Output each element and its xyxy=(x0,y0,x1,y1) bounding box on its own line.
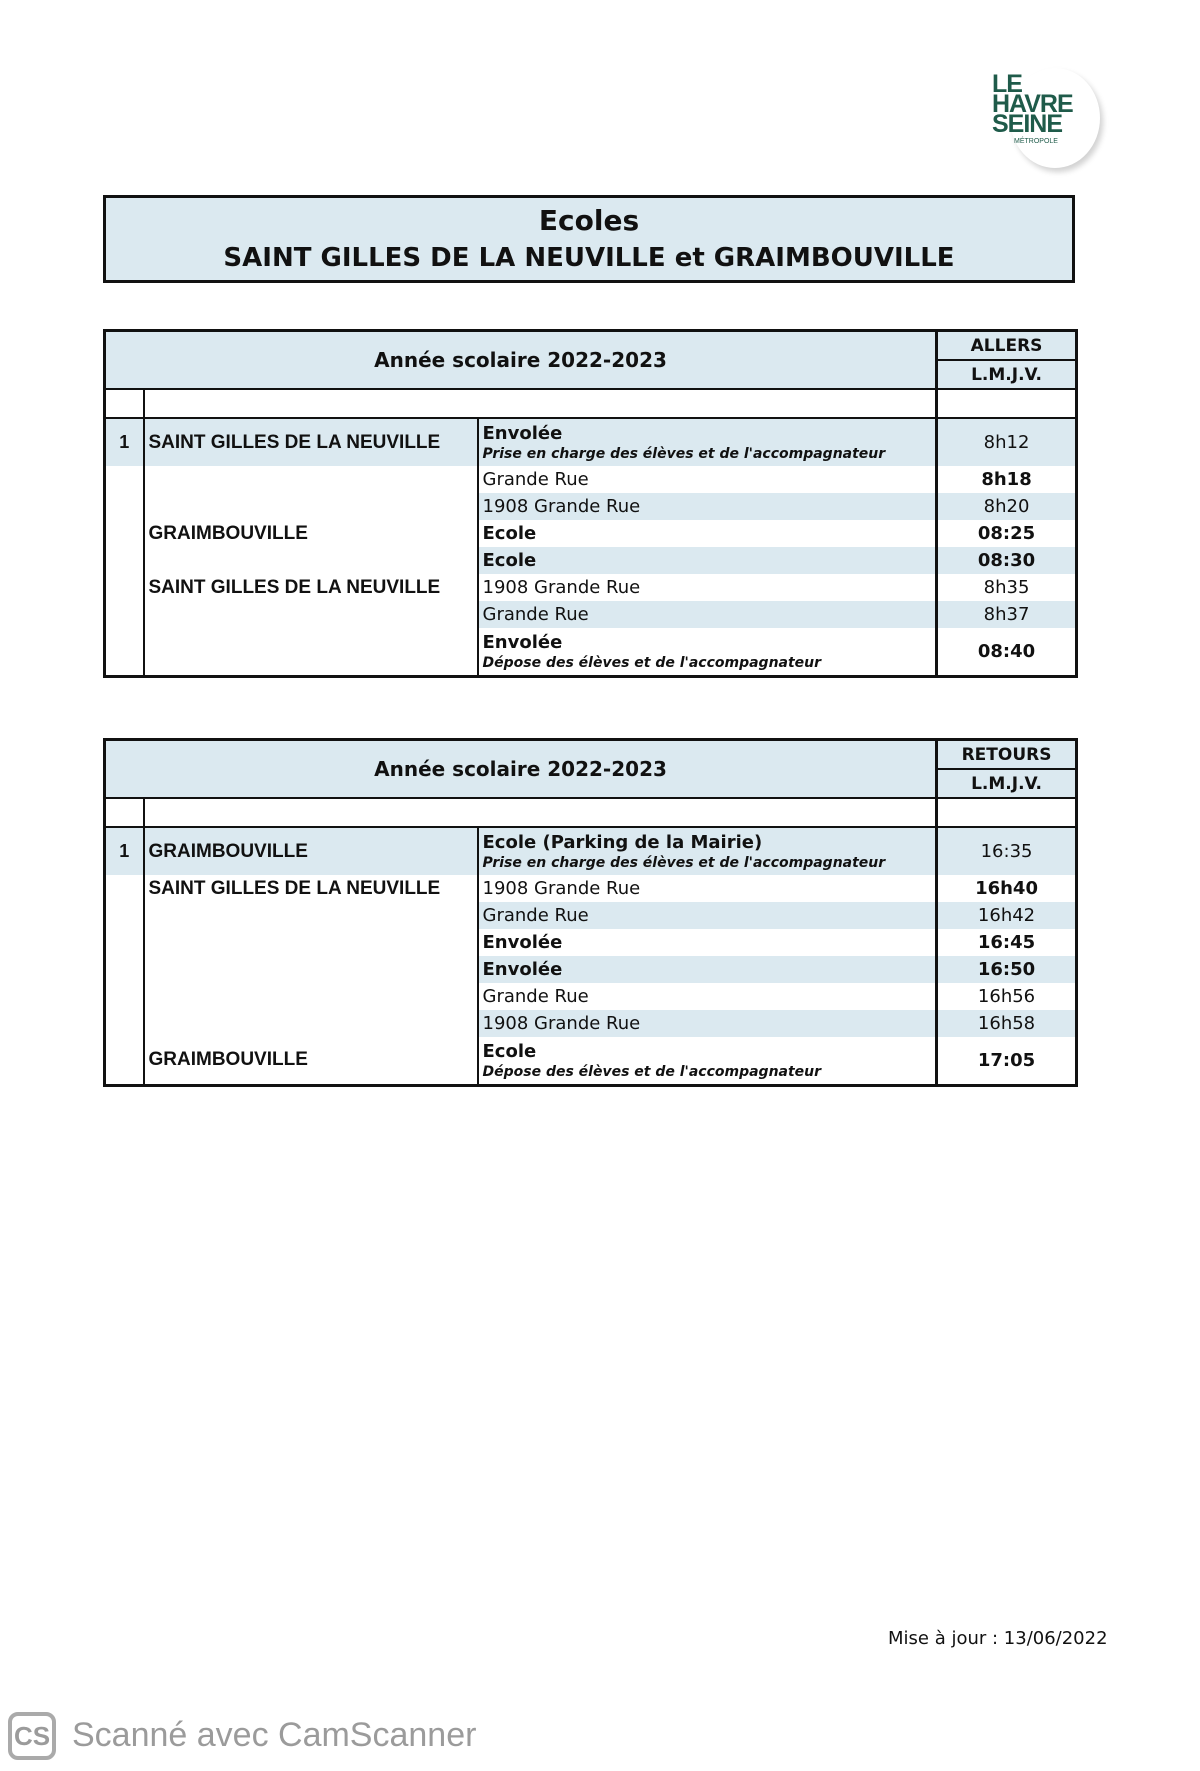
allers-rows xyxy=(105,418,1077,676)
row-number: 1 xyxy=(105,418,144,466)
departure-time: 08:25 xyxy=(937,520,1077,547)
departure-time: 8h20 xyxy=(937,493,1077,520)
table-row xyxy=(105,628,1077,676)
allers-year-header: Année scolaire 2022-2023 xyxy=(105,331,937,390)
stop-cell xyxy=(478,628,937,676)
retours-rows xyxy=(105,827,1077,1085)
allers-days-header: L.M.J.V. xyxy=(937,360,1077,389)
stop-name: Grande Rue xyxy=(482,469,589,490)
stop-cell xyxy=(478,1037,937,1085)
departure-time: 16:35 xyxy=(937,827,1077,875)
table-row xyxy=(105,574,1077,601)
town-name xyxy=(144,466,478,493)
logo-line-1: LE xyxy=(992,70,1022,98)
row-number xyxy=(105,493,144,520)
stop-name: Ecole (Parking de la Mairie) xyxy=(482,832,763,853)
row-number xyxy=(105,574,144,601)
stop-note: Prise en charge des élèves et de l'accompagnateur xyxy=(482,855,886,871)
retours-table xyxy=(103,738,1078,1087)
row-number: 1 xyxy=(105,827,144,875)
retours-year-header: Année scolaire 2022-2023 xyxy=(105,740,937,799)
stop-cell xyxy=(478,902,937,929)
stop-name: 1908 Grande Rue xyxy=(482,496,641,517)
row-number xyxy=(105,929,144,956)
document-title-box xyxy=(103,195,1075,283)
departure-time: 08:30 xyxy=(937,547,1077,574)
title-line-2: SAINT GILLES DE LA NEUVILLE et GRAIMBOUVILLE xyxy=(223,243,955,273)
table-row xyxy=(105,520,1077,547)
logo-line-2: HAVRE xyxy=(992,90,1073,118)
allers-table xyxy=(103,329,1078,678)
town-name: SAINT GILLES DE LA NEUVILLE xyxy=(144,875,478,902)
stop-note: Dépose des élèves et de l'accompagnateur xyxy=(482,1063,822,1080)
table-row xyxy=(105,493,1077,520)
table-row xyxy=(105,929,1077,956)
stop-name: Grande Rue xyxy=(482,905,589,926)
stop-name: Ecole xyxy=(482,523,537,544)
table-row xyxy=(105,601,1077,628)
departure-time: 16:50 xyxy=(937,956,1077,983)
stop-name: Envolée xyxy=(482,631,563,653)
row-number xyxy=(105,1037,144,1085)
table-row xyxy=(105,547,1077,574)
departure-time: 8h35 xyxy=(937,574,1077,601)
town-name: SAINT GILLES DE LA NEUVILLE xyxy=(144,418,478,466)
row-number xyxy=(105,466,144,493)
departure-time: 08:40 xyxy=(937,628,1077,676)
row-number xyxy=(105,902,144,929)
stop-cell xyxy=(478,520,937,547)
town-name xyxy=(144,902,478,929)
departure-time: 8h12 xyxy=(937,418,1077,466)
stop-name: Envolée xyxy=(482,423,563,444)
stop-name: 1908 Grande Rue xyxy=(482,577,641,598)
stop-name: Envolée xyxy=(482,959,563,980)
table-row xyxy=(105,956,1077,983)
row-number xyxy=(105,983,144,1010)
table-row xyxy=(105,983,1077,1010)
departure-time: 8h18 xyxy=(937,466,1077,493)
stop-name: Envolée xyxy=(482,932,563,953)
stop-cell xyxy=(478,466,937,493)
departure-time: 16:45 xyxy=(937,929,1077,956)
logo-subtitle: MÉTROPOLE xyxy=(1014,138,1058,145)
stop-name: 1908 Grande Rue xyxy=(482,878,641,899)
stop-name: Grande Rue xyxy=(482,986,589,1007)
retours-days-header: L.M.J.V. xyxy=(937,769,1077,798)
table-row xyxy=(105,466,1077,493)
stop-name: Ecole xyxy=(482,1040,537,1062)
stop-name: 1908 Grande Rue xyxy=(482,1013,641,1034)
departure-time: 16h56 xyxy=(937,983,1077,1010)
stop-cell xyxy=(478,418,937,466)
row-number xyxy=(105,520,144,547)
table-row xyxy=(105,902,1077,929)
row-number xyxy=(105,628,144,676)
stop-note: Prise en charge des élèves et de l'accompagnateur xyxy=(482,446,886,462)
row-number xyxy=(105,956,144,983)
row-number xyxy=(105,547,144,574)
departure-time: 17:05 xyxy=(937,1037,1077,1085)
title-line-1: Ecoles xyxy=(538,204,640,237)
town-name xyxy=(144,956,478,983)
town-name xyxy=(144,628,478,676)
table-row xyxy=(105,1037,1077,1085)
town-name: GRAIMBOUVILLE xyxy=(144,520,478,547)
town-name xyxy=(144,547,478,574)
table-row xyxy=(105,827,1077,875)
stop-cell xyxy=(478,493,937,520)
town-name xyxy=(144,1010,478,1037)
stop-cell xyxy=(478,929,937,956)
departure-time: 16h40 xyxy=(937,875,1077,902)
row-number xyxy=(105,601,144,628)
stop-name: Ecole xyxy=(482,550,537,571)
row-number xyxy=(105,1010,144,1037)
town-name xyxy=(144,983,478,1010)
stop-cell xyxy=(478,601,937,628)
town-name xyxy=(144,493,478,520)
town-name xyxy=(144,929,478,956)
allers-direction-header: ALLERS xyxy=(937,331,1077,361)
town-name: SAINT GILLES DE LA NEUVILLE xyxy=(144,574,478,601)
town-name xyxy=(144,601,478,628)
table-row xyxy=(105,1010,1077,1037)
stop-cell xyxy=(478,574,937,601)
stop-name: Grande Rue xyxy=(482,604,589,625)
camscanner-icon: CS xyxy=(8,1712,56,1760)
table-row xyxy=(105,875,1077,902)
stop-note: Dépose des élèves et de l'accompagnateur xyxy=(482,654,822,671)
stop-cell xyxy=(478,1010,937,1037)
departure-time: 16h58 xyxy=(937,1010,1077,1037)
departure-time: 8h37 xyxy=(937,601,1077,628)
stop-cell xyxy=(478,983,937,1010)
row-number xyxy=(105,875,144,902)
stop-cell xyxy=(478,956,937,983)
retours-direction-header: RETOURS xyxy=(937,740,1077,770)
camscanner-text: Scanné avec CamScanner xyxy=(72,1716,477,1754)
town-name: GRAIMBOUVILLE xyxy=(144,827,478,875)
stop-cell xyxy=(478,875,937,902)
le-havre-seine-logo xyxy=(982,68,1100,172)
update-date: Mise à jour : 13/06/2022 xyxy=(888,1628,1108,1649)
table-row xyxy=(105,418,1077,466)
logo-line-3: SEINE xyxy=(992,110,1063,138)
stop-cell xyxy=(478,827,937,875)
stop-cell xyxy=(478,547,937,574)
town-name: GRAIMBOUVILLE xyxy=(144,1037,478,1085)
departure-time: 16h42 xyxy=(937,902,1077,929)
